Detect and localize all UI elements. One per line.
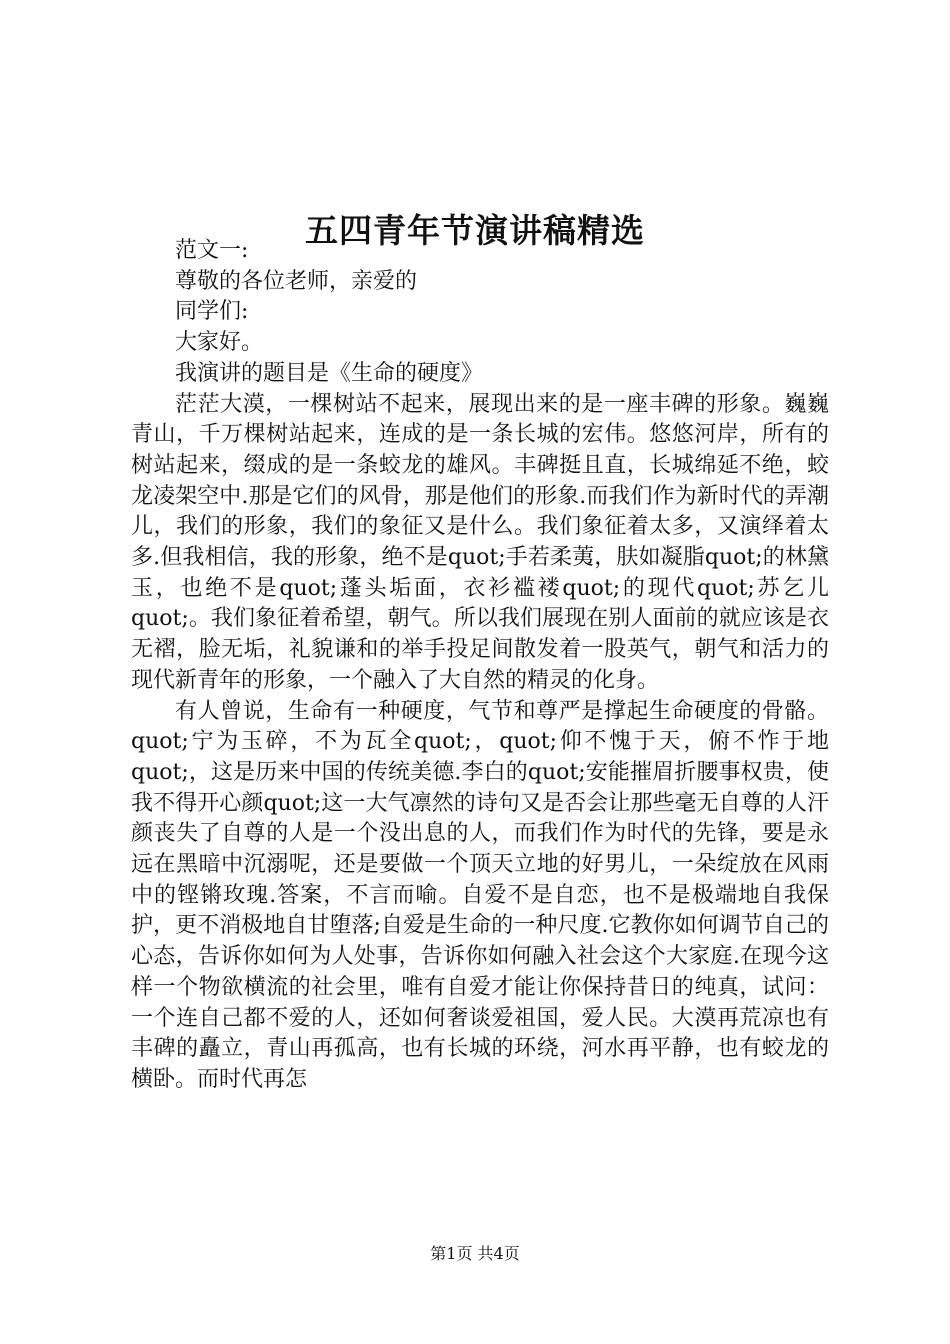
document-body <box>131 236 829 1096</box>
text-line: 同学们: <box>175 299 249 325</box>
text-line: 我演讲的题目是《生命的硬度》 <box>175 360 484 386</box>
body-paragraph: 有人曾说，生命有一种硬度，气节和尊严是撑起生命硬度的骨骼。quot;宁为玉碎，不为瓦全quot;，quot;仰不愧于天，俯不怍于地quot;，这是历来中国的传统美德.李白的quot;安能摧眉折腰事权贵，使我不得开心颜quot;这一大气凛然的诗句又是否会让那些毫无自尊的人汗颜丧失了自尊的人是一个没出息的人，而我们作为时代的先锋，要是永远在黑暗中沉溺呢，还是要做一个顶天立地的好男儿，一朵绽放在风雨中的铿锵玫瑰.答案，不言而喻。自爱不是自恋，也不是极端地自我保护，更不消极地自甘堕落;自爱是生命的一种尺度.它教你如何调节自己的心态，告诉你如何为人处事，告诉你如何融入社会这个大家庭.在现今这样一个物欲横流的社会里，唯有自爱才能让你保持昔日的纯真，试问：一个连自己都不爱的人，还如何奢谈爱祖国，爱人民。大漠再荒凉也有丰碑的矗立，青山再孤高，也有长城的环绕，河水再平静，也有蛟龙的横卧。而时代再怎 <box>131 698 829 1092</box>
text-line: 尊敬的各位老师，亲爱的 <box>175 268 418 294</box>
body-paragraph: 茫茫大漠，一棵树站不起来，展现出来的是一座丰碑的形象。巍巍青山，千万棵树站起来，连成的是一条长城的宏伟。悠悠河岸，所有的树站起来，缀成的是一条蛟龙的雄风。丰碑挺且直，长城绵延不绝，蛟龙凌架空中.那是它们的风骨，那是他们的形象.而我们作为新时代的弄潮儿，我们的形象，我们的象征又是什么。我们象征着太多，又演绎着太多.但我相信，我的形象，绝不是quot;手若柔荑，肤如凝脂quot;的林黛玉，也绝不是quot;蓬头垢面，衣衫褴褛quot;的现代quot;苏乞儿quot;。我们象征着希望，朝气。所以我们展现在别人面前的就应该是衣无褶，脸无垢，礼貌谦和的举手投足间散发着一股英气，朝气和活力的现代新青年的形象，一个融入了大自然的精灵的化身。 <box>131 391 829 693</box>
page-number: 第1页 共4页 <box>430 1244 520 1263</box>
text-line: 大家好。 <box>175 330 264 356</box>
document-title: 五四青年节演讲稿精选 <box>305 211 645 251</box>
text-line: 范文一: <box>175 238 249 263</box>
